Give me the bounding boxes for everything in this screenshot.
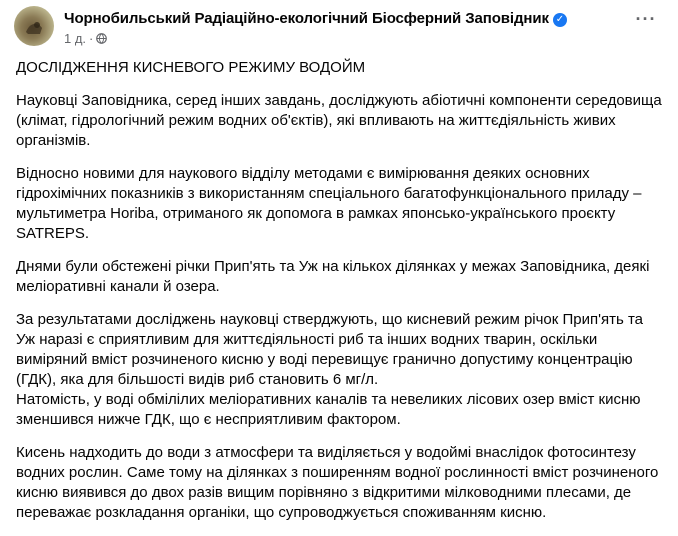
post-line: мультиметра Horiba, отриманого як допомога в рамках японсько-українського проєкту — [16, 205, 616, 222]
post-line: (клімат, гідрологічний режим водних об'єктів), які впливають на життєдіяльність живих — [16, 112, 616, 129]
meta-separator: · — [89, 31, 94, 46]
post-line: Натомість, у воді обмілілих меліоративних каналів та невеликих лісових озер вміст кисню — [16, 391, 641, 408]
post-body — [16, 58, 662, 536]
post-line: Науковці Заповідника, серед інших завдань, досліджують абіотичні компоненти середовища — [16, 92, 662, 109]
post-line: організмів. — [16, 132, 91, 149]
post-line: Днями були обстежені річки Прип'ять та Уж на кількох ділянках у межах Заповідника, деякі — [16, 258, 650, 275]
post-meta — [64, 31, 107, 46]
post-paragraph-5 — [16, 443, 659, 523]
page-name-link[interactable] — [64, 10, 567, 27]
post-line: За результатами досліджень науковці стверджують, що кисневий режим річок Прип'ять та — [16, 311, 644, 328]
page-avatar[interactable] — [14, 6, 54, 46]
globe-icon[interactable] — [96, 33, 107, 44]
post-title: ДОСЛІДЖЕННЯ КИСНЕВОГО РЕЖИМУ ВОДОЙМ — [16, 59, 366, 76]
post-line: Відносно новими для наукового відділу методами є вимірювання деяких основних — [16, 165, 590, 182]
post-line: (ГДК), яка для більшості видів риб становить 6 мг/л. — [16, 371, 379, 388]
post-paragraph-4 — [16, 310, 646, 430]
post-line: зменшився нижче ГДК, що є несприятливим фактором. — [16, 411, 401, 428]
post-line: Кисень надходить до води з атмосфери та виділяється у водоймі внаслідок фотосинтезу — [16, 444, 636, 461]
post-line: Уж наразі є сприятливим для життєдіяльності риб та інших водних тварин, оскільки — [16, 331, 598, 348]
post-line: водних рослин. Саме тому на ділянках з поширенням водної рослинності вміст розчиненого — [16, 464, 659, 481]
post-line: кисню виявився до двох разів вищим порівняно з відкритими мілководними плесами, де — [16, 484, 632, 501]
post-line: меліоративні канали й озера. — [16, 278, 220, 295]
post-timestamp[interactable]: 1 д. — [64, 31, 87, 46]
post-paragraph-3 — [16, 257, 650, 297]
post-paragraph-1 — [16, 91, 662, 151]
more-options-icon[interactable]: ··· — [635, 9, 657, 29]
post-line: гідрохімічних показників з використанням спеціального багатофункціонального приладу – — [16, 185, 642, 202]
post-paragraph-2 — [16, 164, 646, 244]
avatar-logo — [24, 18, 44, 36]
verified-badge-icon: ✓ — [553, 13, 567, 27]
post-line: SATREPS. — [16, 225, 90, 242]
page-name-text[interactable]: Чорнобильський Радіаційно-екологічний Біосферний Заповідник — [64, 10, 549, 27]
post-line: виміряний вміст розчиненого кисню у воді перевищує гранично допустиму концентрацію — [16, 351, 633, 368]
post-header — [14, 6, 664, 50]
post-line: переважає розкладання органіки, що супроводжується споживанням кисню. — [16, 504, 547, 521]
